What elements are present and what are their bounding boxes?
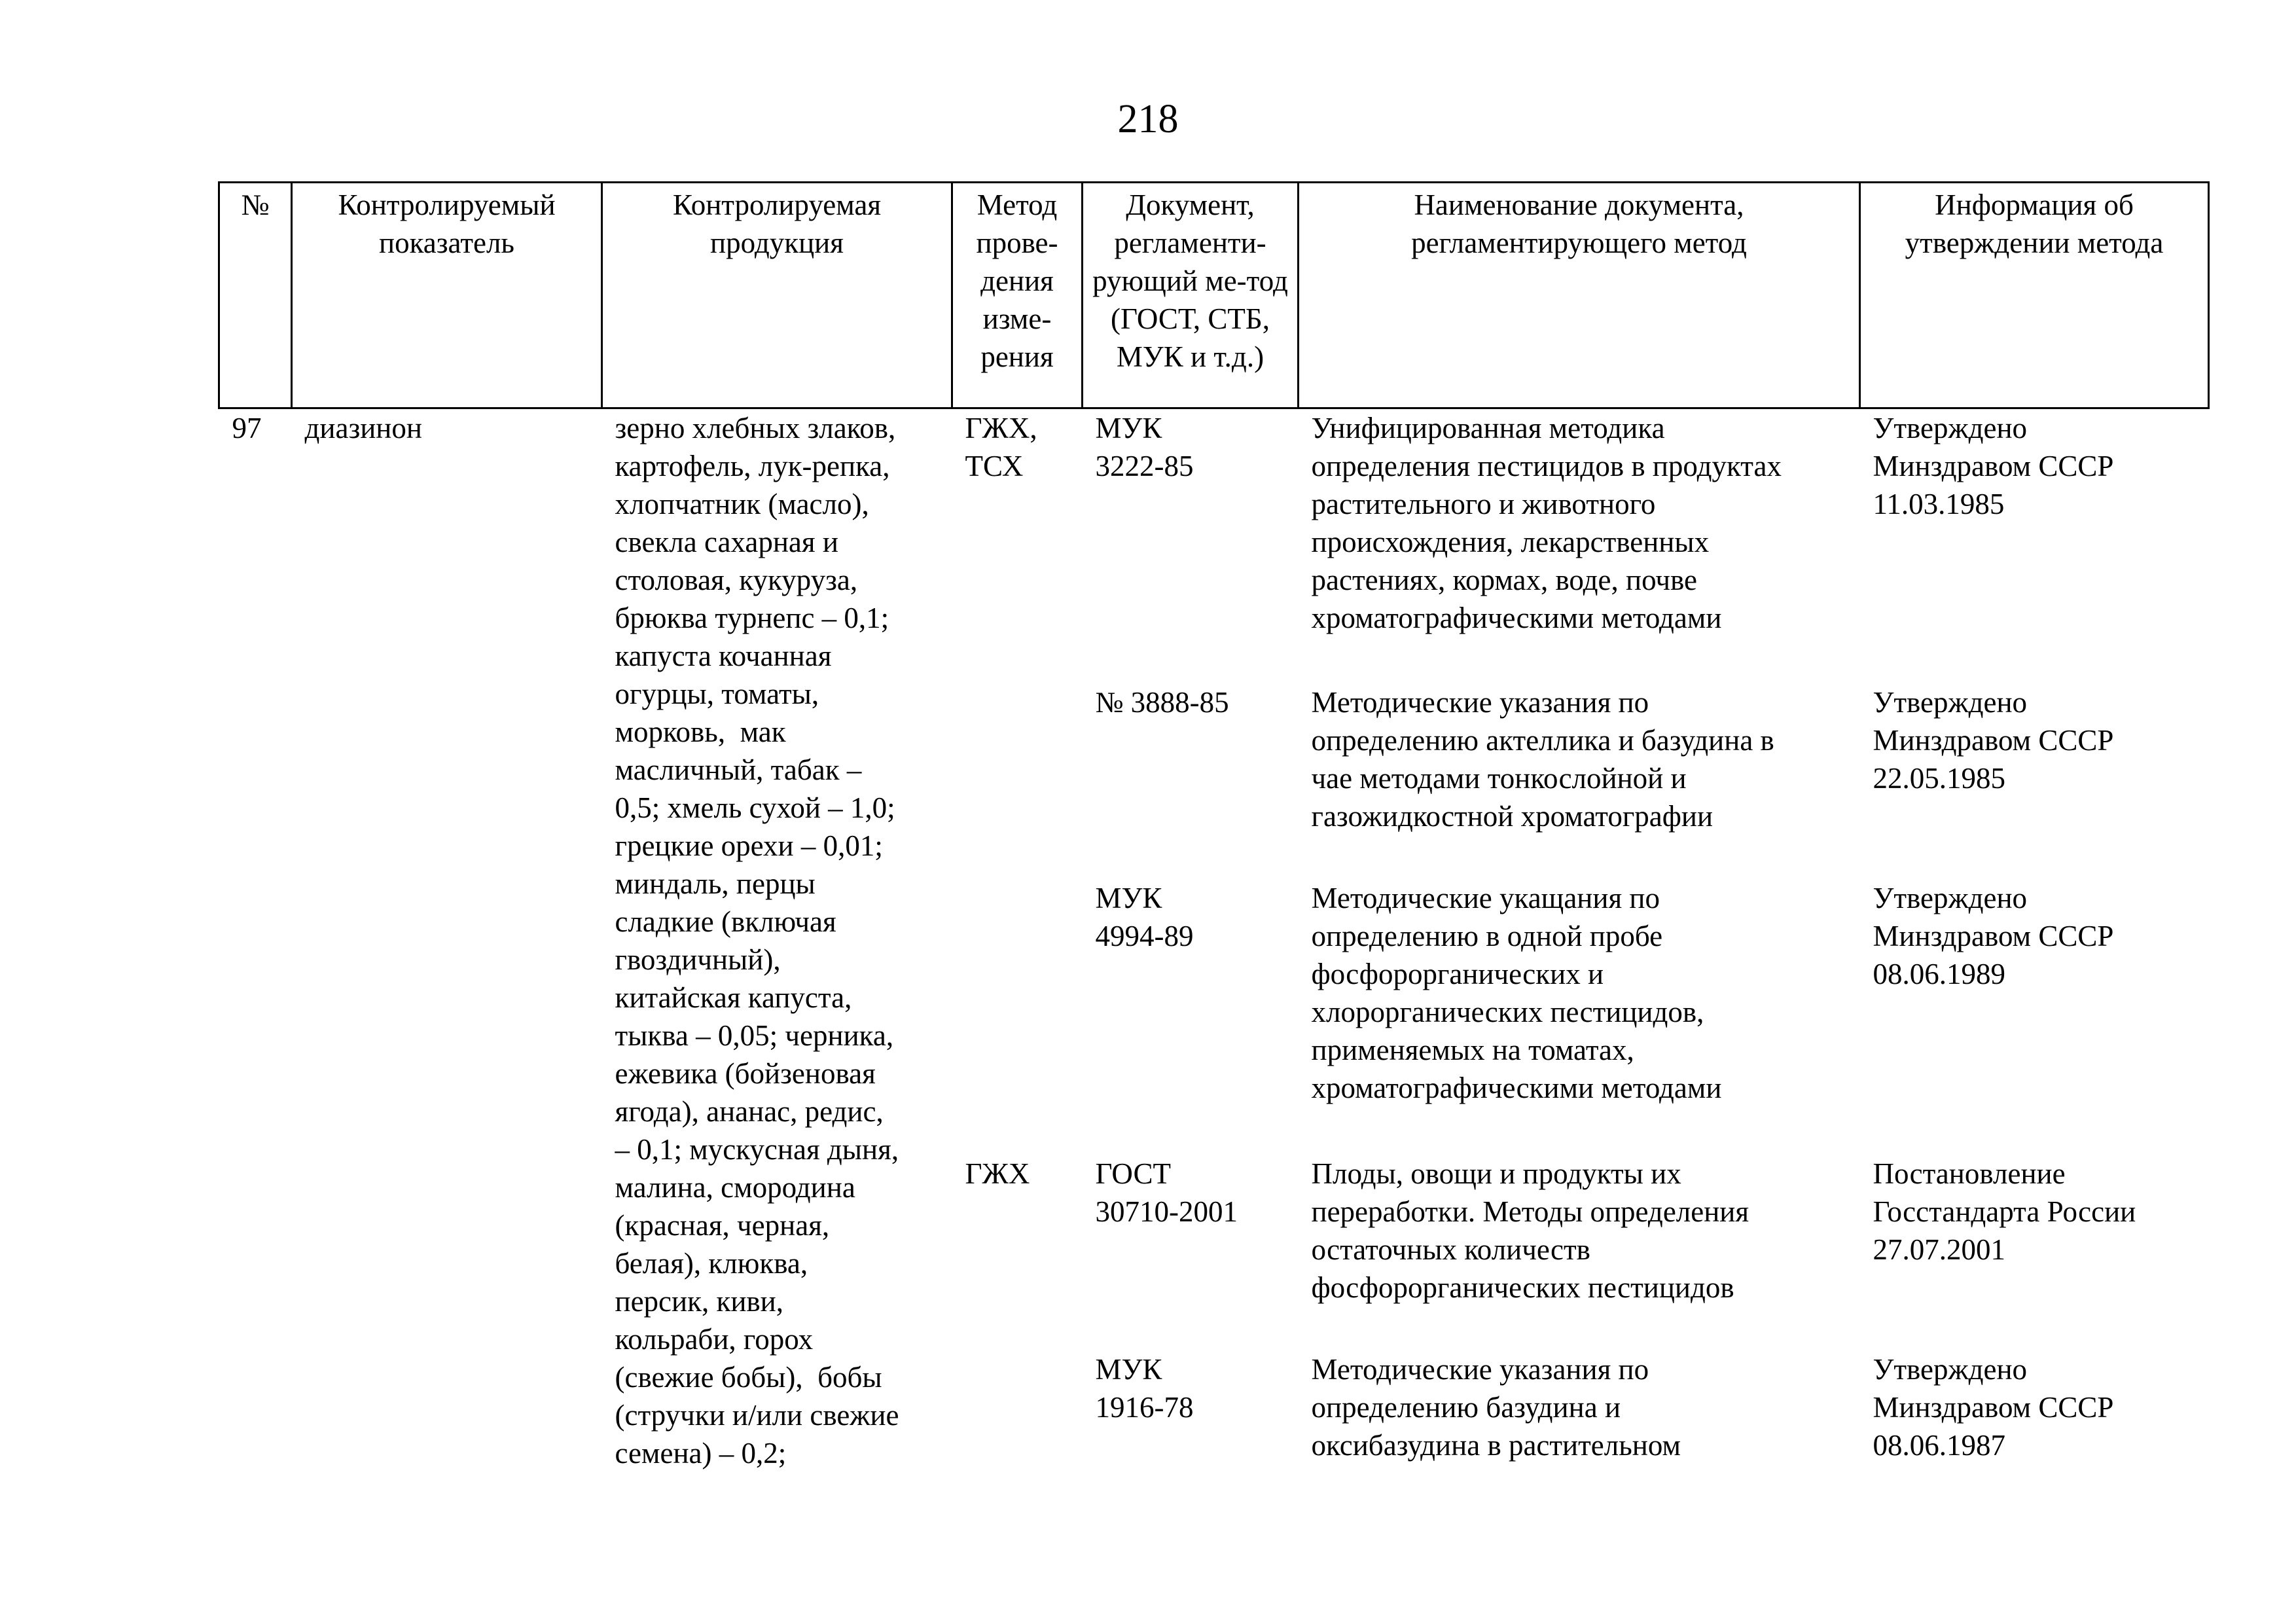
row-product bbox=[602, 408, 952, 1473]
approval-line: 11.03.1985 bbox=[1873, 488, 2005, 520]
approval-line: Минздравом СССР bbox=[1873, 919, 2114, 952]
header-indicator: Контролируемый показатель bbox=[292, 183, 602, 408]
approval-line: Утверждено bbox=[1873, 685, 2028, 719]
document-name-line: определению актеллика и базудина в bbox=[1311, 723, 1774, 757]
method-cell bbox=[952, 408, 1083, 649]
product-line: – 0,1; мускусная дыня, bbox=[615, 1133, 899, 1166]
approval-cell bbox=[1860, 1316, 2209, 1472]
product-line: китайская капуста, bbox=[615, 981, 852, 1014]
product-line: хлопчатник (масло), bbox=[615, 488, 869, 520]
document-cell bbox=[1083, 1121, 1299, 1316]
product-line: огурцы, томаты, bbox=[615, 677, 819, 710]
product-line: (красная, черная, bbox=[615, 1209, 830, 1242]
product-line: тыква – 0,05; черника, bbox=[615, 1019, 894, 1052]
header-doc-name: Наименование документа, регламентирующего метод bbox=[1299, 183, 1860, 408]
document-name-line: переработки. Методы определения bbox=[1311, 1195, 1749, 1228]
document-name-cell bbox=[1299, 649, 1860, 845]
product-line: (стручки и/или свежие bbox=[615, 1399, 899, 1432]
document-name-cell bbox=[1299, 1316, 1860, 1472]
document-name-line: Методические указания по bbox=[1311, 685, 1649, 719]
method-line: ГЖХ, bbox=[965, 412, 1037, 444]
document-line: МУК bbox=[1095, 881, 1162, 914]
document-name-line: фосфорорганических и bbox=[1311, 957, 1604, 990]
product-line: кольраби, горох bbox=[615, 1323, 814, 1356]
approval-cell bbox=[1860, 845, 2209, 1121]
product-line: ягода), ананас, редис, bbox=[615, 1095, 884, 1128]
approval-cell bbox=[1860, 1121, 2209, 1316]
document-name-cell bbox=[1299, 845, 1860, 1121]
method-line: ТСХ bbox=[965, 450, 1024, 482]
method-cell bbox=[952, 845, 1083, 1121]
document-name-line: Методические укащания по bbox=[1311, 881, 1660, 914]
document-name-line: остаточных количеств bbox=[1311, 1233, 1590, 1266]
product-line: малина, смородина bbox=[615, 1171, 855, 1204]
approval-line: Минздравом СССР bbox=[1873, 450, 2114, 482]
approval-line: 27.07.2001 bbox=[1873, 1233, 2005, 1266]
product-line: ежевика (бойзеновая bbox=[615, 1057, 876, 1090]
approval-line: 22.05.1985 bbox=[1873, 761, 2005, 795]
document-name-line: оксибазудина в растительном bbox=[1311, 1428, 1681, 1462]
product-line: семена) – 0,2; bbox=[615, 1437, 787, 1470]
document-line: 30710-2001 bbox=[1095, 1195, 1238, 1228]
approval-line: Утверждено bbox=[1873, 1352, 2028, 1386]
approval-cell bbox=[1860, 408, 2209, 649]
product-line: капуста кочанная bbox=[615, 640, 832, 672]
product-line: (свежие бобы), бобы bbox=[615, 1361, 882, 1394]
approval-line: Постановление bbox=[1873, 1157, 2066, 1190]
header-method: Метод прове-дения изме-рения bbox=[952, 183, 1083, 408]
product-line: белая), клюква, bbox=[615, 1247, 808, 1280]
product-line: персик, киви, bbox=[615, 1285, 783, 1318]
document-name-line: чае методами тонкослойной и bbox=[1311, 761, 1687, 795]
product-line: столовая, кукуруза, bbox=[615, 564, 858, 596]
header-approval: Информация об утверждении метода bbox=[1860, 183, 2209, 408]
document-name-cell bbox=[1299, 408, 1860, 649]
table-row bbox=[219, 408, 2209, 649]
table-header-row bbox=[219, 183, 2209, 408]
approval-line: Госстандарта России bbox=[1873, 1195, 2136, 1228]
approval-cell bbox=[1860, 649, 2209, 845]
document-cell bbox=[1083, 1316, 1299, 1472]
document-name-line: определения пестицидов в продуктах bbox=[1311, 450, 1782, 482]
approval-line: Утверждено bbox=[1873, 881, 2028, 914]
document-name-line: хроматографическими методами bbox=[1311, 602, 1722, 634]
approval-line: 08.06.1989 bbox=[1873, 957, 2005, 990]
document-line: МУК bbox=[1095, 412, 1162, 444]
product-line: брюква турнепс – 0,1; bbox=[615, 602, 889, 634]
method-cell bbox=[952, 1316, 1083, 1472]
row-indicator: диазинон bbox=[304, 412, 422, 444]
document-name-line: растениях, кормах, воде, почве bbox=[1311, 564, 1698, 596]
table-body bbox=[219, 408, 2209, 1473]
document-line: 4994-89 bbox=[1095, 919, 1194, 952]
approval-line: 08.06.1987 bbox=[1873, 1428, 2005, 1462]
page-number: 218 bbox=[1117, 97, 1179, 141]
document-name-line: растительного и животного bbox=[1311, 488, 1656, 520]
product-line: гвоздичный), bbox=[615, 943, 781, 976]
product-line: картофель, лук-репка, bbox=[615, 450, 890, 482]
document-cell bbox=[1083, 408, 1299, 649]
method-cell bbox=[952, 649, 1083, 845]
document-name-line: определению в одной пробе bbox=[1311, 919, 1663, 952]
document-line: 3222-85 bbox=[1095, 450, 1194, 482]
product-line: миндаль, перцы bbox=[615, 867, 816, 900]
product-line: масличный, табак – bbox=[615, 753, 862, 786]
product-line: морковь, мак bbox=[615, 715, 786, 748]
row-number: 97 bbox=[232, 412, 262, 444]
product-line: свекла сахарная и bbox=[615, 526, 838, 558]
document-name-line: Методические указания по bbox=[1311, 1352, 1649, 1386]
document-name-line: газожидкостной хроматографии bbox=[1311, 799, 1713, 833]
document-line: № 3888-85 bbox=[1095, 685, 1229, 719]
document-name-line: происхождения, лекарственных bbox=[1311, 526, 1710, 558]
document-name-line: определению базудина и bbox=[1311, 1390, 1621, 1424]
approval-line: Утверждено bbox=[1873, 412, 2028, 444]
document-cell bbox=[1083, 649, 1299, 845]
approval-line: Минздравом СССР bbox=[1873, 1390, 2114, 1424]
document-cell bbox=[1083, 845, 1299, 1121]
document-name-line: Плоды, овощи и продукты их bbox=[1311, 1157, 1681, 1190]
approval-line: Минздравом СССР bbox=[1873, 723, 2114, 757]
product-line: грецкие орехи – 0,01; bbox=[615, 829, 883, 862]
document-name-line: Унифицированная методика bbox=[1311, 412, 1665, 444]
document-name-cell bbox=[1299, 1121, 1860, 1316]
header-num: № bbox=[219, 183, 292, 408]
product-line: зерно хлебных злаков, bbox=[615, 412, 896, 444]
methods-table bbox=[218, 181, 2210, 1472]
document-line: МУК bbox=[1095, 1352, 1162, 1386]
method-cell bbox=[952, 1121, 1083, 1316]
method-line: ГЖХ bbox=[965, 1157, 1030, 1190]
header-document: Документ, регламенти-рующий ме-тод (ГОСТ, СТБ, МУК и т.д.) bbox=[1083, 183, 1299, 408]
document-line: 1916-78 bbox=[1095, 1390, 1194, 1424]
document-name-line: хлорорганических пестицидов, bbox=[1311, 995, 1704, 1028]
document-line: ГОСТ bbox=[1095, 1157, 1171, 1190]
header-product: Контролируемая продукция bbox=[602, 183, 952, 408]
document-name-line: применяемых на томатах, bbox=[1311, 1033, 1634, 1066]
document-name-line: хроматографическими методами bbox=[1311, 1071, 1722, 1104]
document-name-line: фосфорорганических пестицидов bbox=[1311, 1271, 1734, 1304]
product-line: 0,5; хмель сухой – 1,0; bbox=[615, 791, 895, 824]
product-line: сладкие (включая bbox=[615, 905, 836, 938]
